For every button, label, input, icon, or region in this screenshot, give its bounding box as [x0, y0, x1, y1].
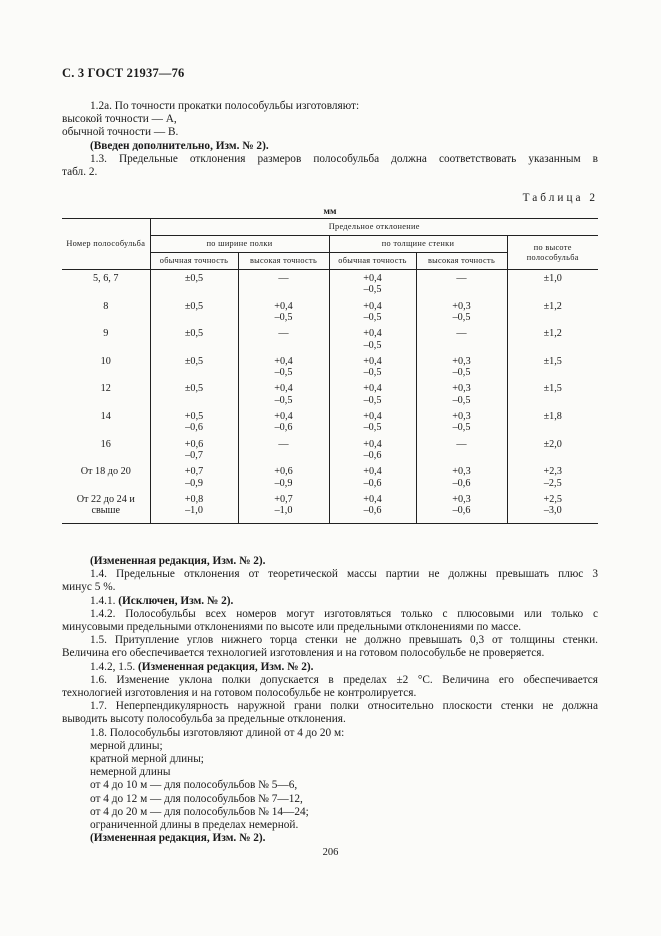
- accuracy-high: высокой точности — А,: [62, 113, 177, 126]
- table-row: [62, 356, 598, 384]
- cell-thickness-normal: +0,4 –0,5: [329, 411, 416, 439]
- cell-thickness-high: +0,3 –0,5: [416, 356, 507, 384]
- cell-width-high: —: [238, 328, 329, 356]
- clauses-after-table: [62, 555, 598, 845]
- length-item: от 4 до 10 м — для полособульбов № 5—6,: [90, 779, 298, 792]
- clause-1-5-line2: Величина его обеспечивается технологией изготовления и на готовом полособульбе не проверяется.: [62, 647, 545, 660]
- cell-height: ±1,5: [507, 356, 598, 384]
- cell-width-normal: +0,7 –0,9: [150, 466, 238, 494]
- amendment-note-changed: (Измененная редакция, Изм. № 2).: [90, 555, 266, 567]
- col-header-width-normal: обычная точность: [150, 253, 238, 270]
- cell-number: 16: [100, 438, 111, 450]
- col-header-thickness-normal: обычная точность: [329, 253, 416, 270]
- cell-height: ±2,0: [507, 439, 598, 467]
- clause-1-4-2-line1: 1.4.2. Полособульбы всех номеров могут изготовляться только с плюсовыми или только с: [90, 607, 598, 620]
- page-header: С. 3 ГОСТ 21937—76: [62, 66, 185, 80]
- col-header-width: по ширине полки: [150, 236, 329, 253]
- clause-1-2a: [62, 100, 598, 179]
- cell-width-normal: ±0,5: [150, 270, 238, 301]
- clause-1-3-line2: табл. 2.: [62, 166, 98, 179]
- clause-1-3-line1: 1.3. Предельные отклонения размеров полособульба должна соответствовать указанным в: [90, 152, 598, 165]
- table-row: [62, 383, 598, 411]
- clause-1-4-line1: 1.4. Предельные отклонения от теоретической массы партии не должны превышать плюс 3: [90, 568, 598, 581]
- cell-width-high: +0,4 –0,5: [238, 356, 329, 384]
- length-item: ограниченной длины в пределах немерной.: [90, 819, 299, 832]
- clause-1-4-1: [62, 595, 598, 608]
- cell-number: 12: [100, 383, 111, 395]
- cell-thickness-normal: +0,4 –0,5: [329, 301, 416, 329]
- col-header-height: по высоте полособульба: [507, 236, 598, 270]
- cell-width-high: +0,7 –1,0: [238, 494, 329, 524]
- table-row: [62, 439, 598, 467]
- length-item: немерной длины: [90, 766, 171, 779]
- table-caption: Таблица 2: [522, 192, 598, 204]
- cell-number: 10: [100, 355, 111, 367]
- cell-height: +2,3 –2,5: [507, 466, 598, 494]
- cell-thickness-normal: +0,4 –0,5: [329, 383, 416, 411]
- cell-height: ±1,2: [507, 328, 598, 356]
- cell-number: От 18 до 20: [80, 466, 131, 478]
- cell-thickness-normal: +0,4 –0,6: [329, 439, 416, 467]
- cell-number: 5, 6, 7: [93, 273, 119, 284]
- cell-thickness-high: +0,3 –0,6: [416, 494, 507, 524]
- cell-thickness-normal: +0,4 –0,5: [329, 356, 416, 384]
- cell-number: 14: [100, 410, 111, 422]
- page-number: 206: [322, 847, 339, 858]
- cell-height: ±1,0: [507, 270, 598, 301]
- clause-1-4-1-number: 1.4.1.: [90, 594, 116, 607]
- cell-width-normal: +0,5 –0,6: [150, 411, 238, 439]
- clause-1-2a-intro: 1.2а. По точности прокатки полособульбы изготовляют:: [90, 100, 360, 112]
- cell-number: 8: [103, 300, 109, 312]
- cell-width-high: —: [238, 439, 329, 467]
- col-header-number: Номер полособульба: [62, 219, 150, 270]
- table-unit: мм: [323, 207, 337, 217]
- clause-1-6-line2: технологией изготовления и на готовом полособульбе не контролируется.: [62, 687, 417, 700]
- length-item: от 4 до 12 м — для полособульбов № 7—12,: [90, 792, 303, 805]
- deviation-table: [62, 218, 598, 524]
- cell-thickness-high: —: [416, 439, 507, 467]
- cell-number: 9: [103, 328, 109, 340]
- cell-width-normal: +0,8 –1,0: [150, 494, 238, 524]
- cell-thickness-high: —: [416, 328, 507, 356]
- col-header-limit: Предельное отклонение: [150, 219, 598, 236]
- clause-1-4-line2: минус 5 %.: [62, 581, 116, 594]
- cell-thickness-high: —: [416, 270, 507, 301]
- col-header-width-high: высокая точность: [238, 253, 329, 270]
- cell-width-normal: ±0,5: [150, 356, 238, 384]
- length-item: от 4 до 20 м — для полособульбов № 14—24;: [90, 805, 309, 818]
- clause-1-6-line1: 1.6. Изменение уклона полки допускается в пределах ±2 °С. Величина его обеспечивается: [90, 673, 598, 686]
- table-row: [62, 411, 598, 439]
- table-row: [62, 301, 598, 329]
- cell-width-normal: +0,6 –0,7: [150, 439, 238, 467]
- cell-thickness-normal: +0,4 –0,5: [329, 270, 416, 301]
- length-item: кратной мерной длины;: [90, 753, 204, 766]
- cell-thickness-high: +0,3 –0,5: [416, 301, 507, 329]
- cell-width-high: +0,4 –0,5: [238, 301, 329, 329]
- cell-height: ±1,5: [507, 383, 598, 411]
- clause-1-5-line1: 1.5. Притупление углов нижнего торца стенки не должно превышать 0,3 от толщины стенки.: [90, 634, 598, 647]
- cell-height: ±1,2: [507, 301, 598, 329]
- col-header-thickness-high: высокая точность: [416, 253, 507, 270]
- length-item: мерной длины;: [90, 739, 163, 752]
- cell-width-high: +0,4 –0,5: [238, 383, 329, 411]
- amendment-note-added: (Введен дополнительно, Изм. № 2).: [90, 139, 269, 152]
- table-row: [62, 494, 598, 524]
- cell-height: ±1,8: [507, 411, 598, 439]
- cell-thickness-normal: +0,4 –0,6: [329, 494, 416, 524]
- cell-height: +2,5 –3,0: [507, 494, 598, 524]
- table-row: [62, 466, 598, 494]
- amendment-note-changed-final: (Измененная редакция, Изм. № 2).: [90, 832, 266, 845]
- cell-thickness-high: +0,3 –0,5: [416, 383, 507, 411]
- cell-thickness-normal: +0,4 –0,6: [329, 466, 416, 494]
- col-header-thickness: по толщине стенки: [329, 236, 507, 253]
- table-row: [62, 328, 598, 356]
- clause-1-4-2-1-5-number: 1.4.2, 1.5.: [90, 660, 136, 673]
- accuracy-normal: обычной точности — В.: [62, 126, 179, 139]
- clause-1-7-line1: 1.7. Неперпендикулярность наружной грани полки относительно плоскости стенки не должна: [90, 700, 598, 713]
- cell-width-high: +0,6 –0,9: [238, 466, 329, 494]
- clause-1-7-line2: выводить высоту полособульба за предельные отклонения.: [62, 713, 346, 726]
- clause-1-4-2-line2: минусовыми предельными отклонениями по высоте или предельными отклонениями по массе.: [62, 621, 522, 634]
- clause-1-4-2-1-5-note: (Измененная редакция, Изм. № 2).: [138, 660, 314, 673]
- cell-number: От 22 до 24 и свыше: [62, 494, 150, 524]
- table-row: [62, 270, 598, 301]
- cell-width-normal: ±0,5: [150, 328, 238, 356]
- cell-width-high: +0,4 –0,6: [238, 411, 329, 439]
- cell-width-normal: ±0,5: [150, 301, 238, 329]
- cell-thickness-high: +0,3 –0,5: [416, 411, 507, 439]
- table-body: [62, 270, 598, 524]
- cell-thickness-high: +0,3 –0,6: [416, 466, 507, 494]
- clause-1-4-2-1-5: [62, 661, 598, 674]
- cell-width-normal: ±0,5: [150, 383, 238, 411]
- cell-thickness-normal: +0,4 –0,5: [329, 328, 416, 356]
- cell-width-high: —: [238, 270, 329, 301]
- clause-1-4-1-note: (Исключен, Изм. № 2).: [118, 594, 234, 607]
- clause-1-8-intro: 1.8. Полособульбы изготовляют длиной от 4 до 20 м:: [90, 726, 345, 739]
